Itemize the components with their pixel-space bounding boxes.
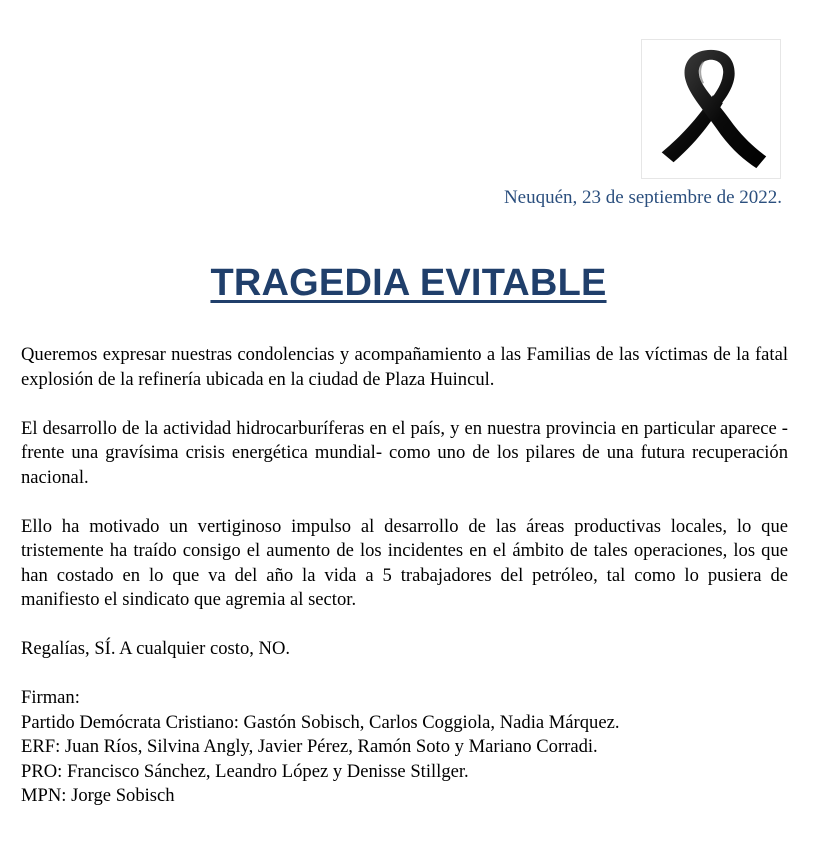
paragraph-development: El desarrollo de la actividad hidrocarburíferas en el país, y en nuestra provincia en particular aparece -frente una gravísima crisis energética mundial- como uno de los pilares de una futura recuperación nacional. — [21, 417, 788, 488]
document-body — [21, 343, 788, 809]
mourning-ribbon-icon — [641, 39, 781, 179]
signers-block — [21, 686, 788, 809]
signer-line: PRO: Francisco Sánchez, Leandro López y Denisse Stillger. — [21, 760, 469, 782]
date-line: Neuquén, 23 de septiembre de 2022. — [503, 187, 782, 208]
signer-line: MPN: Jorge Sobisch — [21, 785, 175, 806]
page-title: TRAGEDIA EVITABLE — [210, 262, 607, 304]
signer-line: ERF: Juan Ríos, Silvina Angly, Javier Pérez, Ramón Soto y Mariano Corradi. — [21, 736, 598, 757]
signer-line: Partido Demócrata Cristiano: Gastón Sobisch, Carlos Coggiola, Nadia Márquez. — [21, 711, 620, 733]
paragraph-condolences: Queremos expresar nuestras condolencias y acompañamiento a las Familias de las víctimas de la fatal explosión de la refinería ubicada en la ciudad de Plaza Huincul. — [21, 344, 788, 390]
ribbon-icon — [642, 40, 780, 178]
paragraph-incidents: Ello ha motivado un vertiginoso impulso al desarrollo de las áreas productivas locales, lo que tristemente ha traído consigo el aumento de los incidentes en el ámbito de tales operaciones, los que han costado en lo que va del año la vida a 5 trabajadores del petróleo, tal como lo pusiera de manifiesto el sindicato que agremia al sector. — [21, 515, 788, 610]
paragraph-slogan: Regalías, SÍ. A cualquier costo, NO. — [21, 638, 291, 659]
signers-heading: Firman: — [21, 687, 80, 708]
